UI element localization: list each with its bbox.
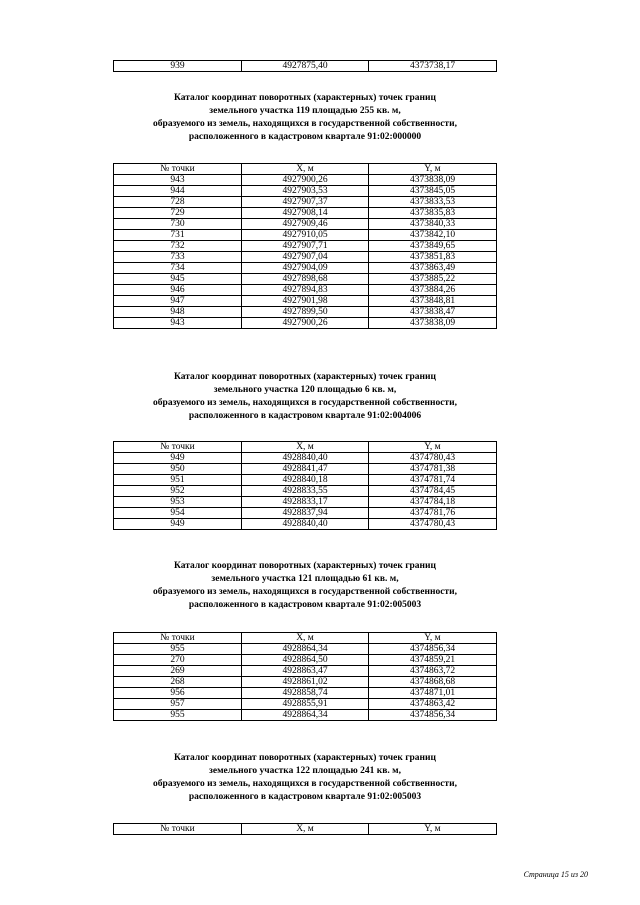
x-coordinate-cell: 4928855,91 — [242, 699, 369, 710]
heading-line: расположенного в кадастровом квартале 91:02:004006 — [188, 411, 422, 421]
y-coordinate-cell: 4373838,47 — [369, 307, 497, 318]
table-row — [114, 263, 497, 274]
point-number-cell: 956 — [114, 688, 242, 699]
heading-line: образуемого из земель, находящихся в государственной собственности, — [153, 398, 457, 408]
heading-line: земельного участка 120 площадью 6 кв. м, — [213, 385, 397, 395]
table-row — [114, 655, 497, 666]
heading-line: Каталог координат поворотных (характерных) точек границ — [174, 561, 436, 571]
table-row — [114, 688, 497, 699]
y-coordinate-cell: 4374856,34 — [369, 644, 497, 655]
table-row — [114, 677, 497, 688]
point-number-cell: 950 — [114, 464, 242, 475]
point-number-cell: 946 — [114, 285, 242, 296]
heading-line: земельного участка 122 площадью 241 кв. м, — [209, 766, 401, 776]
heading-line: расположенного в кадастровом квартале 91:02:005003 — [188, 792, 422, 802]
point-number-cell: 734 — [114, 263, 242, 274]
point-number-cell: 949 — [114, 453, 242, 464]
table-header-row — [114, 442, 497, 453]
x-coordinate-cell: 4928841,47 — [242, 464, 369, 475]
point-number-cell: 953 — [114, 497, 242, 508]
y-coordinate-cell: 4374781,76 — [369, 508, 497, 519]
point-number-cell: 955 — [114, 644, 242, 655]
x-coordinate-cell: 4927894,83 — [242, 285, 369, 296]
table-row — [114, 666, 497, 677]
top-table — [113, 60, 497, 72]
y-coordinate-cell: 4374780,43 — [369, 519, 497, 530]
point-number-cell: 732 — [114, 241, 242, 252]
x-coordinate-cell: 4927903,53 — [242, 186, 369, 197]
table-row — [114, 497, 497, 508]
catalog-heading-122 — [100, 752, 510, 804]
y-header: Y, м — [369, 824, 497, 835]
point-number-header: № точки — [114, 442, 242, 453]
x-coordinate-cell: 4927898,68 — [242, 274, 369, 285]
x-header: X, м — [242, 164, 369, 175]
table-row — [114, 318, 497, 329]
table-row — [114, 519, 497, 530]
x-header: X, м — [242, 824, 369, 835]
x-coordinate-cell: 4928840,18 — [242, 475, 369, 486]
catalog-heading-119 — [100, 92, 510, 144]
point-number-cell: 955 — [114, 710, 242, 721]
point-number-cell: 268 — [114, 677, 242, 688]
coordinates-table-119 — [113, 163, 497, 329]
y-coordinate-cell: 4374781,38 — [369, 464, 497, 475]
table-row — [114, 285, 497, 296]
y-coordinate-cell: 4373849,65 — [369, 241, 497, 252]
y-coordinate-cell: 4373884,26 — [369, 285, 497, 296]
table-row — [114, 508, 497, 519]
point-number-cell: 729 — [114, 208, 242, 219]
y-coordinate-cell: 4373842,10 — [369, 230, 497, 241]
table-header-row — [114, 824, 497, 835]
point-number-cell: 269 — [114, 666, 242, 677]
x-coordinate-cell: 4928863,47 — [242, 666, 369, 677]
point-number-cell: 943 — [114, 175, 242, 186]
y-coordinate-cell: 4373845,05 — [369, 186, 497, 197]
x-coordinate-cell: 4928864,50 — [242, 655, 369, 666]
point-number-cell: 730 — [114, 219, 242, 230]
heading-line: образуемого из земель, находящихся в государственной собственности, — [153, 779, 457, 789]
point-number-cell: 945 — [114, 274, 242, 285]
x-coordinate-cell: 4927875,40 — [242, 61, 369, 72]
x-coordinate-cell: 4928840,40 — [242, 519, 369, 530]
x-coordinate-cell: 4927907,04 — [242, 252, 369, 263]
point-number-cell: 957 — [114, 699, 242, 710]
table-row — [114, 296, 497, 307]
y-coordinate-cell: 4373851,83 — [369, 252, 497, 263]
y-coordinate-cell: 4373835,83 — [369, 208, 497, 219]
point-number-header: № точки — [114, 633, 242, 644]
table-row — [114, 61, 497, 72]
x-coordinate-cell: 4927901,98 — [242, 296, 369, 307]
point-number-cell: 952 — [114, 486, 242, 497]
point-number-cell: 944 — [114, 186, 242, 197]
heading-line: Каталог координат поворотных (характерных) точек границ — [174, 93, 436, 103]
y-coordinate-cell: 4373848,81 — [369, 296, 497, 307]
y-coordinate-cell: 4373885,22 — [369, 274, 497, 285]
table-row — [114, 699, 497, 710]
y-coordinate-cell: 4374859,21 — [369, 655, 497, 666]
x-coordinate-cell: 4928840,40 — [242, 453, 369, 464]
table-row — [114, 219, 497, 230]
x-header: X, м — [242, 633, 369, 644]
heading-line: образуемого из земель, находящихся в государственной собственности, — [153, 119, 457, 129]
point-number-cell: 954 — [114, 508, 242, 519]
table-row — [114, 710, 497, 721]
point-number-cell: 947 — [114, 296, 242, 307]
point-number-cell: 949 — [114, 519, 242, 530]
table-row — [114, 475, 497, 486]
y-coordinate-cell: 4373738,17 — [369, 61, 497, 72]
y-coordinate-cell: 4374868,68 — [369, 677, 497, 688]
x-coordinate-cell: 4927904,09 — [242, 263, 369, 274]
x-coordinate-cell: 4927900,26 — [242, 175, 369, 186]
y-coordinate-cell: 4373833,53 — [369, 197, 497, 208]
x-coordinate-cell: 4928833,17 — [242, 497, 369, 508]
y-coordinate-cell: 4373838,09 — [369, 175, 497, 186]
table-row — [114, 197, 497, 208]
x-coordinate-cell: 4927909,46 — [242, 219, 369, 230]
y-coordinate-cell: 4374863,42 — [369, 699, 497, 710]
y-coordinate-cell: 4373838,09 — [369, 318, 497, 329]
catalog-heading-120 — [100, 371, 510, 423]
heading-line: земельного участка 121 площадью 61 кв. м, — [211, 574, 399, 584]
table-header-row — [114, 633, 497, 644]
heading-line: расположенного в кадастровом квартале 91:02:000000 — [188, 132, 422, 142]
y-header: Y, м — [369, 164, 497, 175]
x-coordinate-cell: 4927907,71 — [242, 241, 369, 252]
y-coordinate-cell: 4374781,74 — [369, 475, 497, 486]
coordinates-table-120 — [113, 441, 497, 530]
heading-line: земельного участка 119 площадью 255 кв. м, — [209, 106, 401, 116]
y-coordinate-cell: 4374871,01 — [369, 688, 497, 699]
table-row — [114, 252, 497, 263]
y-coordinate-cell: 4373840,33 — [369, 219, 497, 230]
table-row — [114, 644, 497, 655]
x-coordinate-cell: 4927907,37 — [242, 197, 369, 208]
point-number-cell: 731 — [114, 230, 242, 241]
page-number: Страница 15 из 20 — [523, 870, 588, 879]
x-coordinate-cell: 4928864,34 — [242, 644, 369, 655]
y-coordinate-cell: 4374784,18 — [369, 497, 497, 508]
table-row — [114, 453, 497, 464]
x-coordinate-cell: 4928864,34 — [242, 710, 369, 721]
point-number-cell: 948 — [114, 307, 242, 318]
table-row — [114, 186, 497, 197]
y-coordinate-cell: 4374780,43 — [369, 453, 497, 464]
table-header-row — [114, 164, 497, 175]
y-header: Y, м — [369, 633, 497, 644]
coordinates-table-121 — [113, 632, 497, 721]
catalog-heading-121 — [100, 560, 510, 612]
heading-line: Каталог координат поворотных (характерных) точек границ — [174, 753, 436, 763]
point-number-cell: 951 — [114, 475, 242, 486]
point-number-cell: 939 — [114, 61, 242, 72]
x-coordinate-cell: 4927910,05 — [242, 230, 369, 241]
point-number-cell: 943 — [114, 318, 242, 329]
heading-line: расположенного в кадастровом квартале 91:02:005003 — [188, 600, 422, 610]
coordinates-table-122 — [113, 823, 497, 835]
heading-line: Каталог координат поворотных (характерных) точек границ — [174, 372, 436, 382]
point-number-header: № точки — [114, 824, 242, 835]
x-coordinate-cell: 4928861,02 — [242, 677, 369, 688]
heading-line: образуемого из земель, находящихся в государственной собственности, — [153, 587, 457, 597]
x-coordinate-cell: 4927899,50 — [242, 307, 369, 318]
point-number-cell: 728 — [114, 197, 242, 208]
y-header: Y, м — [369, 442, 497, 453]
point-number-cell: 733 — [114, 252, 242, 263]
table-row — [114, 208, 497, 219]
table-row — [114, 307, 497, 318]
x-header: X, м — [242, 442, 369, 453]
table-row — [114, 486, 497, 497]
x-coordinate-cell: 4928833,55 — [242, 486, 369, 497]
point-number-cell: 270 — [114, 655, 242, 666]
x-coordinate-cell: 4927900,26 — [242, 318, 369, 329]
y-coordinate-cell: 4374856,34 — [369, 710, 497, 721]
table-row — [114, 175, 497, 186]
x-coordinate-cell: 4928837,94 — [242, 508, 369, 519]
y-coordinate-cell: 4373863,49 — [369, 263, 497, 274]
table-row — [114, 274, 497, 285]
x-coordinate-cell: 4927908,14 — [242, 208, 369, 219]
x-coordinate-cell: 4928858,74 — [242, 688, 369, 699]
y-coordinate-cell: 4374863,72 — [369, 666, 497, 677]
table-row — [114, 230, 497, 241]
y-coordinate-cell: 4374784,45 — [369, 486, 497, 497]
point-number-header: № точки — [114, 164, 242, 175]
table-row — [114, 464, 497, 475]
table-row — [114, 241, 497, 252]
